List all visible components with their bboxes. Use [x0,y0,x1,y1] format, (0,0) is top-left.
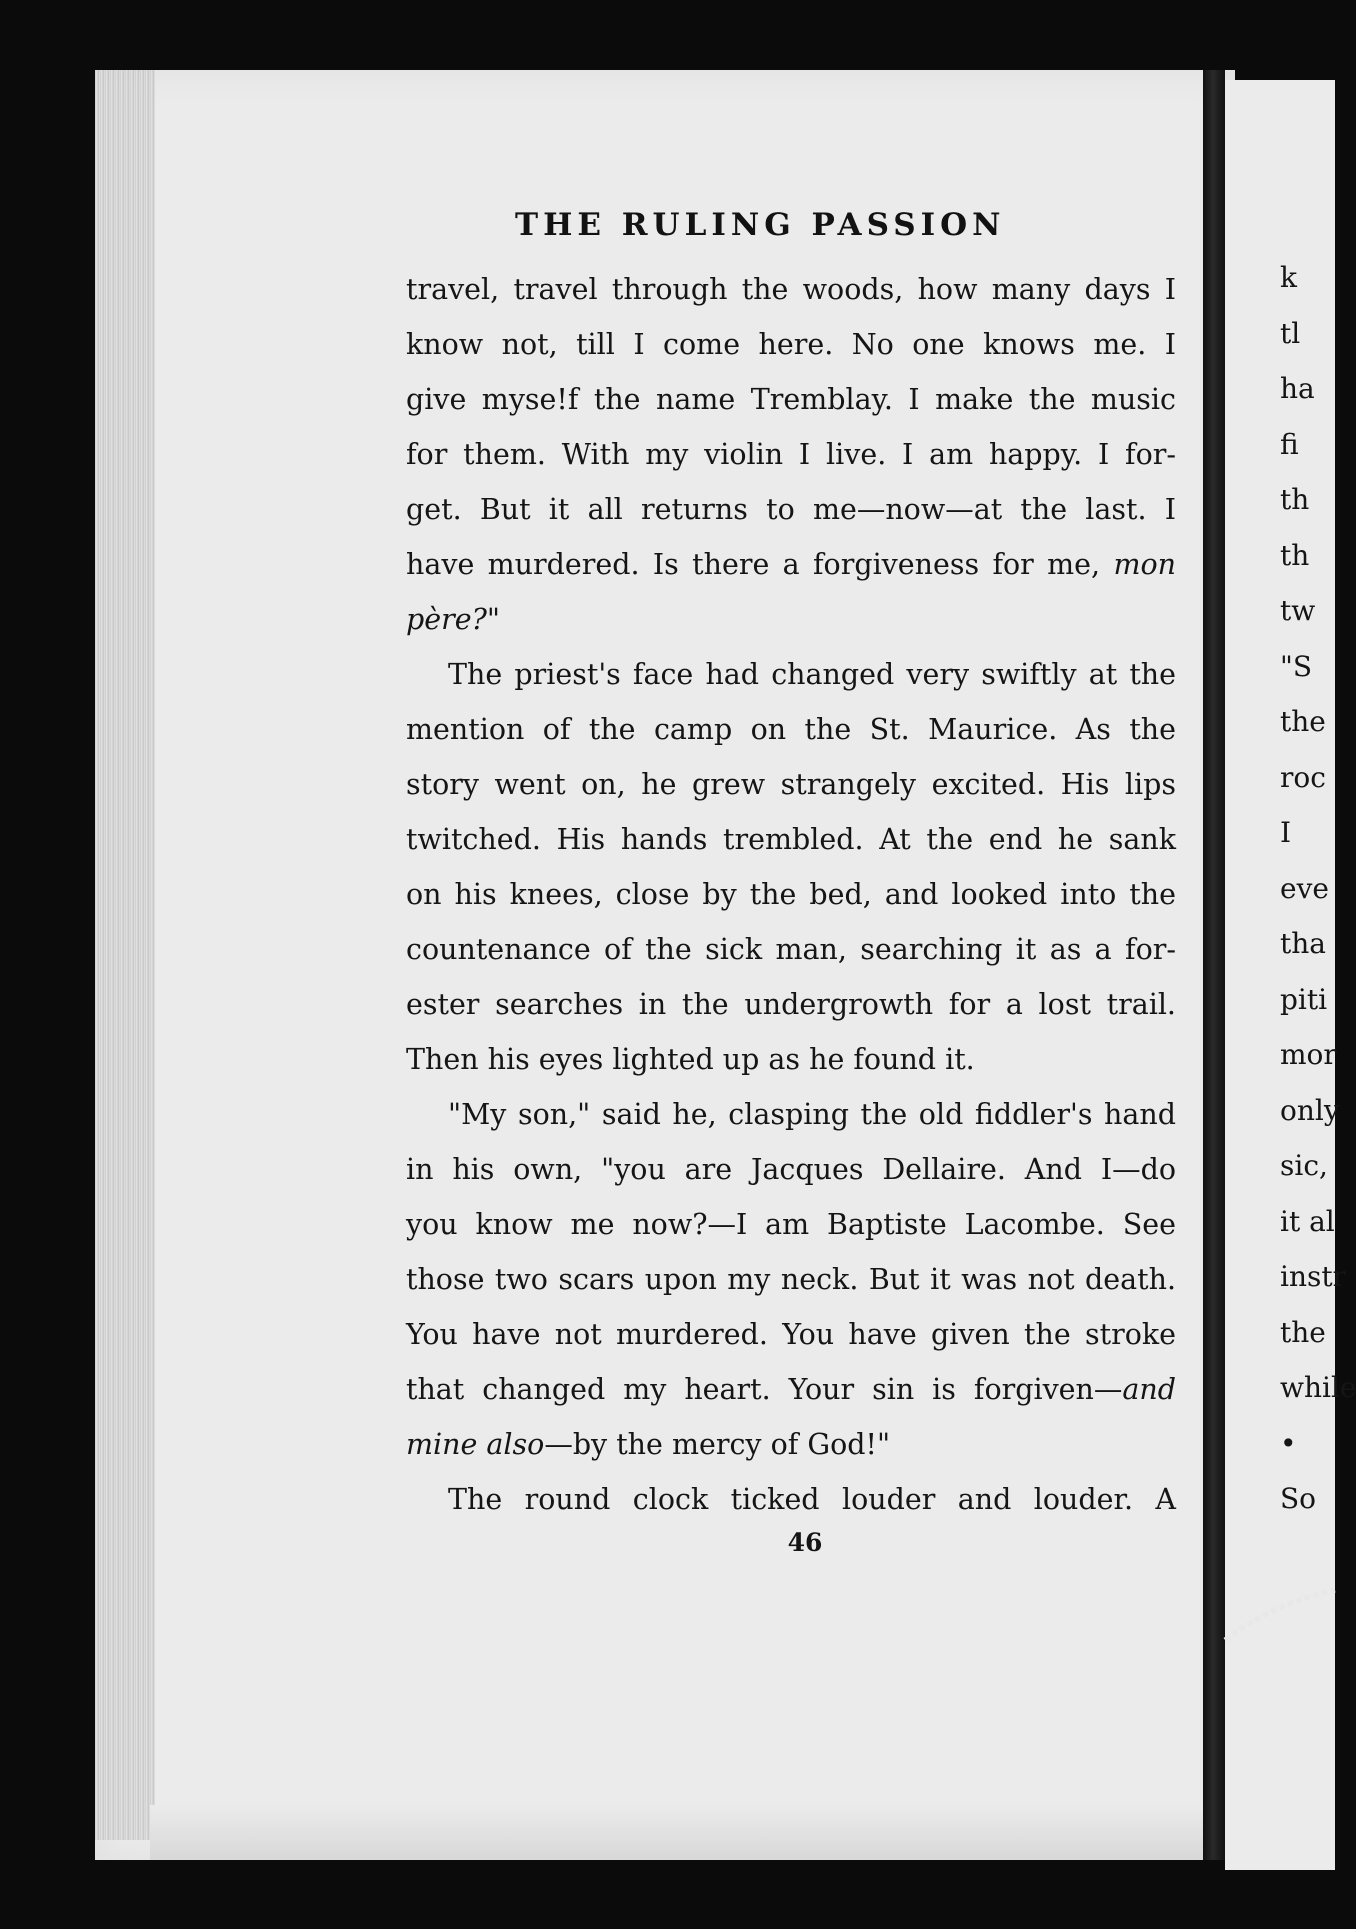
italic-text: père? [406,603,487,636]
right-page-fragment: th [1280,538,1310,572]
text-line [406,812,1176,867]
text-line [406,647,1176,702]
running-head: THE RULING PASSION [515,207,1006,243]
text-run: in his own, "you are Jacques Dellaire. And I—do [406,1153,1176,1186]
bookmark-ribbon-icon [1225,1580,1335,1650]
right-page-fragment: • [1280,1426,1297,1460]
page-block-bottom [150,1805,1210,1860]
right-page-fragment: tl [1280,316,1301,350]
text-run: "My son," said he, clasping the old fiddler's hand [448,1098,1176,1131]
text-run: on his knees, close by the bed, and looked into the [406,878,1176,911]
text-run: story went on, he grew strangely excited. His lips [406,768,1176,801]
text-run: those two scars upon my neck. But it was not death. [406,1263,1176,1296]
italic-text: mon [1113,548,1176,581]
right-page-fragment: eve [1280,871,1329,905]
text-run: that changed my heart. Your sin is forgiven— [406,1373,1123,1406]
text-line [406,1032,1176,1087]
text-line [406,977,1176,1032]
text-line [406,317,1176,372]
text-line [406,482,1176,537]
text-run: for them. With my violin I live. I am happy. I for- [406,438,1176,471]
text-line [406,1142,1176,1197]
text-run: countenance of the sick man, searching it as a for- [406,933,1176,966]
text-line [406,757,1176,812]
right-page-fragment: tw [1280,594,1316,627]
right-page-fragment: while [1280,1371,1356,1404]
text-run: you know me now?—I am Baptiste Lacombe. See [406,1208,1176,1241]
right-page-fragment: roc [1280,760,1326,794]
right-page-fragment: th [1280,483,1310,516]
text-line [406,1087,1176,1142]
text-line [406,1307,1176,1362]
right-page-fragment: tha [1280,927,1326,960]
text-line [406,1252,1176,1307]
book-gutter [1203,70,1225,1860]
right-page-fragment: I [1280,816,1292,849]
text-line [406,372,1176,427]
text-run: Then his eyes lighted up as he found it. [406,1043,975,1076]
italic-text: and [1122,1373,1176,1406]
page-body-text [406,262,1176,1527]
italic-text: mine also [406,1428,545,1461]
text-line [406,537,1176,592]
right-page-fragment: only [1280,1093,1340,1127]
text-line [406,262,1176,317]
text-run: travel, travel through the woods, how many days I [406,273,1176,306]
right-page-fragment: piti [1280,982,1328,1016]
text-line [406,1417,1176,1472]
text-run: mention of the camp on the St. Maurice. As the [406,713,1176,746]
ribbon-stroke [1225,1590,1335,1640]
right-page-fragment: instr [1280,1260,1346,1293]
right-page-fragment: fi [1280,427,1299,461]
text-line [406,592,1176,647]
text-run: The round clock ticked louder and louder. A [448,1483,1176,1516]
right-page-fragment: k [1280,261,1297,294]
text-run: know not, till I come here. No one knows me. I [406,328,1176,361]
right-page-fragment: the [1280,1315,1326,1349]
text-line [406,1472,1176,1527]
right-page-fragment: it al [1280,1204,1335,1238]
text-line [406,1362,1176,1417]
right-page-fragment: "S [1280,649,1313,683]
page-number: 46 [787,1528,823,1557]
right-page-text-fragments [1280,250,1356,1527]
right-page-fragment: sic, [1280,1149,1328,1182]
text-line [406,867,1176,922]
text-run: The priest's face had changed very swiftly at the [448,658,1176,691]
right-page-fragment: ha [1280,372,1315,405]
text-run: —by the mercy of God!" [544,1428,891,1461]
right-page-fragment: the [1280,705,1326,738]
text-line [406,1197,1176,1252]
text-line [406,922,1176,977]
text-run: " [486,603,500,636]
text-run: get. But it all returns to me—now—at the last. I [406,493,1176,526]
text-run: twitched. His hands trembled. At the end he sank [406,823,1176,856]
text-run: give myse!f the name Tremblay. I make the music [406,383,1176,416]
text-run: have murdered. Is there a forgiveness for me, [406,548,1114,581]
text-run: ester searches in the undergrowth for a lost trail. [406,988,1176,1021]
text-run: You have not murdered. You have given the stroke [406,1318,1176,1351]
text-line [406,702,1176,757]
right-page-fragment: So [1280,1482,1317,1515]
right-page-fragment: mor [1280,1038,1337,1071]
text-line [406,427,1176,482]
page-edges [95,70,155,1840]
